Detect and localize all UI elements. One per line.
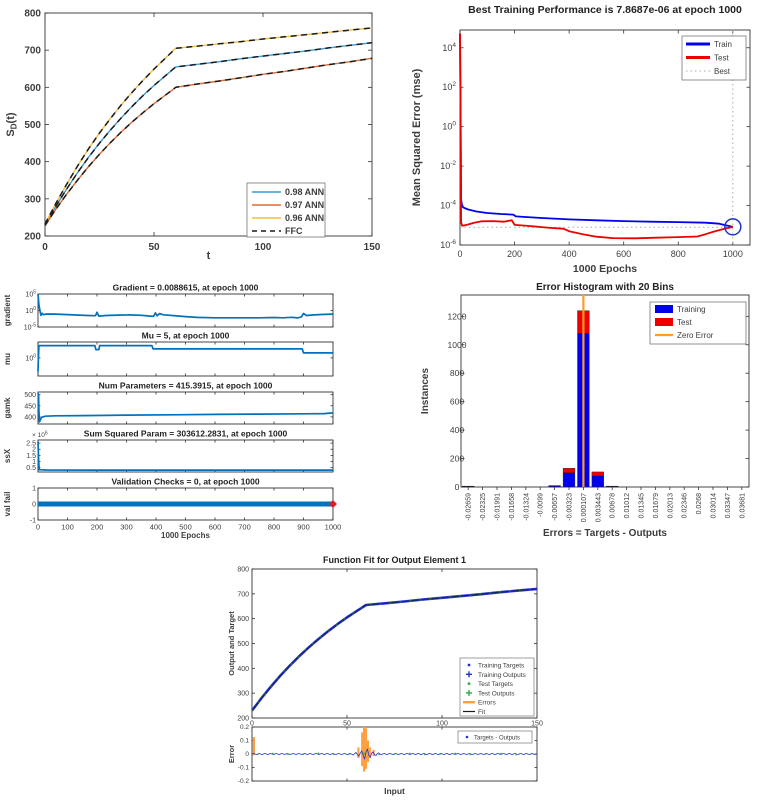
y-axis-label: Error [227,745,236,763]
series-gamk [38,393,333,422]
exp-label: × $10^6$ [32,431,48,440]
y-axis-label: ssX [3,448,12,463]
tick-label: $10^{-5}$ [24,322,36,331]
tick-label: $10^4$ [442,42,456,53]
series-mu [38,346,333,372]
legend-label: 0.96 ANN [285,213,324,223]
x-tick-label: 500 [179,523,192,532]
y-tick-label: 800 [237,567,249,574]
tick-label: $10^0$ [25,353,36,362]
x-tick-label: 0.02013 [667,493,674,518]
y-tick-label: 500 [237,641,249,648]
x-tick-label: 100 [61,523,74,532]
legend-label: 0.97 ANN [285,200,324,210]
legend-marker [468,664,471,667]
legend-label: 0.98 ANN [285,187,324,197]
y-tick-label: 400 [450,425,464,435]
chart-title: Function Fit for Output Element 1 [323,555,466,565]
y-tick-label: 200 [450,454,464,464]
test-dot [409,753,411,755]
x-axis-label: 1000 Epochs [161,531,210,540]
x-tick-label: 200 [507,249,522,259]
y-tick-label: 450 [24,403,36,410]
x-tick-label: 0.03347 [725,493,732,518]
y-tick-label: 600 [450,397,464,407]
x-axis-label: Input [384,786,405,796]
function-fit-chart [225,540,545,799]
axes-box [38,440,333,472]
x-tick-label: 100 [255,242,272,253]
x-tick-label: 800 [671,249,686,259]
y-tick-label: 0 [32,502,36,509]
series-ssX [38,442,333,470]
training-state-chart-panel [0,280,382,540]
x-tick-label: 200 [91,523,104,532]
bar-training [592,476,604,487]
legend-label: Test [677,318,692,327]
x-tick-label: 700 [238,523,251,532]
y-axis-label: Mean Squared Error (mse) [411,68,423,206]
x-tick-label: 1000 [325,523,342,532]
x-axis-label: Errors = Targets - Outputs [543,528,667,539]
tick-label: $10^5$ [25,289,36,298]
y-axis-label: $S_D(t)$ [5,112,19,136]
x-tick-label: 0.03681 [739,493,746,518]
bar-training [563,473,575,487]
y-axis-label: gradient [3,294,12,326]
y-tick-label: 0 [455,482,460,492]
tick-label: $10^2$ [442,81,456,92]
x-tick-label: 150 [364,242,381,253]
legend-label: FFC [285,226,303,236]
x-tick-label: 0.003443 [595,493,602,522]
y-axis-label: mu [3,353,12,365]
subplot-title: Gradient = 0.0088615, at epoch 1000 [113,283,259,293]
y-tick-label: 0 [245,751,249,758]
y-tick-label: 700 [237,591,249,598]
legend-label: Test [714,54,729,63]
x-tick-label: 0.01012 [624,493,631,518]
legend-label: Targets - Outputs [474,736,520,742]
x-axis-label: t [207,250,211,262]
test-dot [530,753,532,755]
y-tick-label: 1.5 [26,453,36,460]
axes-box [38,392,333,424]
best-marker [725,219,741,235]
y-axis-label: Instances [420,367,431,414]
test-dot [515,754,517,756]
x-tick-label: -0.01658 [509,493,516,521]
y-tick-label: 500 [24,120,41,131]
chart-title: Best Training Performance is 7.8687e-06 at epoch 1000 [468,4,742,16]
y-tick-label: 200 [24,232,41,243]
x-tick-label: -0.01991 [495,493,502,521]
test-dot [424,754,426,756]
x-tick-label: -0.02325 [480,493,487,521]
x-tick-label: -0.00323 [567,493,574,521]
test-dot [500,753,502,755]
x-tick-label: 600 [616,249,631,259]
tick-label: $10^{-4}$ [440,200,456,211]
x-tick-label: -0.01324 [523,493,530,521]
x-tick-label: 0 [42,242,48,253]
y-axis-label: val fail [3,492,12,517]
y-tick-label: 1200 [448,311,467,321]
y-tick-label: 800 [450,368,464,378]
x-tick-label: 50 [343,721,351,728]
test-dot [439,753,441,755]
x-tick-label: 400 [150,523,163,532]
subplot-title: Num Parameters = 415.3915, at epoch 1000 [99,381,273,391]
y-tick-label: 0.2 [240,724,249,731]
axes-box [38,342,333,376]
subplot-title: Validation Checks = 0, at epoch 1000 [111,477,259,487]
legend-marker [468,682,471,685]
sdt-chart [0,0,382,280]
tick-label: $10^{-6}$ [440,239,456,250]
x-tick-label: 800 [268,523,281,532]
y-tick-label: -1 [30,518,36,525]
legend-swatch [655,305,673,313]
x-tick-label: 1000 [723,249,743,259]
x-tick-label: 900 [297,523,310,532]
tick-label: $10^{-2}$ [440,160,456,171]
legend-label: Training Outputs [478,672,527,679]
y-tick-label: 300 [237,691,249,698]
x-tick-label: 0.01679 [653,493,660,518]
x-tick-label: 0 [457,249,462,259]
legend-label: Training [677,305,706,314]
y-tick-label: -0.1 [238,765,250,772]
test-dot [485,753,487,755]
y-tick-label: 800 [24,9,41,20]
test-dot [470,754,472,756]
y-tick-label: 1 [32,459,36,466]
x-tick-label: 150 [531,721,543,728]
legend-label: Zero Error [677,331,714,340]
x-tick-label: 0.0268 [696,493,703,515]
legend-label: Fit [478,709,485,716]
error-histogram-chart [382,280,765,540]
test-dot [363,753,365,755]
bar-test [563,468,575,473]
x-tick-label: 0.01345 [639,493,646,518]
axes-box [38,294,333,327]
chart-title: Error Histogram with 20 Bins [536,282,674,293]
y-tick-label: 600 [237,616,249,623]
y-tick-label: 0.5 [26,465,36,472]
y-tick-label: 400 [237,666,249,673]
y-tick-label: 2.5 [26,441,36,448]
legend-label: Best [714,67,731,76]
test-dot [287,753,289,755]
end-marker [329,500,337,508]
y-tick-label: 600 [24,83,41,94]
legend-label: Test Outputs [478,690,515,697]
x-tick-label: 300 [120,523,133,532]
legend-marker [466,736,469,739]
legend-label: Test Targets [478,681,514,688]
test-dot [394,753,396,755]
training-state-chart [0,280,382,540]
test-dot [454,753,456,755]
tick-label: $10^0$ [442,121,456,132]
x-axis-label: 1000 Epochs [573,263,637,275]
y-tick-label: 1000 [448,340,467,350]
test-dot [378,754,380,756]
x-tick-label: -0.02659 [466,493,473,521]
y-tick-label: 2 [32,447,36,454]
x-tick-label: 400 [562,249,577,259]
error-histogram-chart-panel [382,280,765,540]
y-tick-label: 300 [24,194,41,205]
performance-chart-panel [382,0,765,280]
x-tick-label: 0 [36,523,40,532]
legend-swatch [655,318,673,326]
performance-chart [382,0,765,280]
test-dot [257,753,259,755]
test-dot [348,753,350,755]
x-tick-label: 0.00678 [610,493,617,518]
legend-label: Errors [478,700,496,707]
y-axis-label: Output and Target [227,611,236,676]
x-tick-label: -0.00657 [552,493,559,521]
test-dot [302,753,304,755]
legend-label: Train [714,40,732,49]
x-tick-label: 0 [250,721,254,728]
y-tick-label: 200 [237,716,249,723]
y-axis-label: gamk [3,397,12,418]
tick-label: $10^0$ [25,306,36,315]
x-tick-label: 0.03014 [711,493,718,518]
subplot-title: Sum Squared Param = 303612.2831, at epoch 1000 [84,429,288,439]
x-tick-label: 0.02346 [682,493,689,518]
y-tick-label: 1 [32,486,36,493]
test-dot [333,753,335,755]
x-tick-label: -0.0099 [538,493,545,517]
y-tick-label: -0.2 [238,778,250,785]
x-tick-label: 100 [436,721,448,728]
function-fit-chart-panel [225,540,545,799]
x-tick-label: 600 [209,523,222,532]
y-tick-label: 700 [24,46,41,57]
test-dot [272,753,274,755]
x-tick-label: 50 [148,242,160,253]
y-tick-label: 400 [24,157,41,168]
subplot-title: Mu = 5, at epoch 1000 [142,331,230,341]
bar-test [592,472,604,476]
x-tick-label: 0.000107 [581,493,588,522]
series-gradient [38,294,333,318]
y-tick-label: 400 [24,414,36,421]
test-dot [318,753,320,755]
sdt-chart-panel [0,0,382,280]
legend-label: Training Targets [478,663,525,670]
y-tick-label: 0.1 [240,738,249,745]
y-tick-label: 500 [24,392,36,399]
